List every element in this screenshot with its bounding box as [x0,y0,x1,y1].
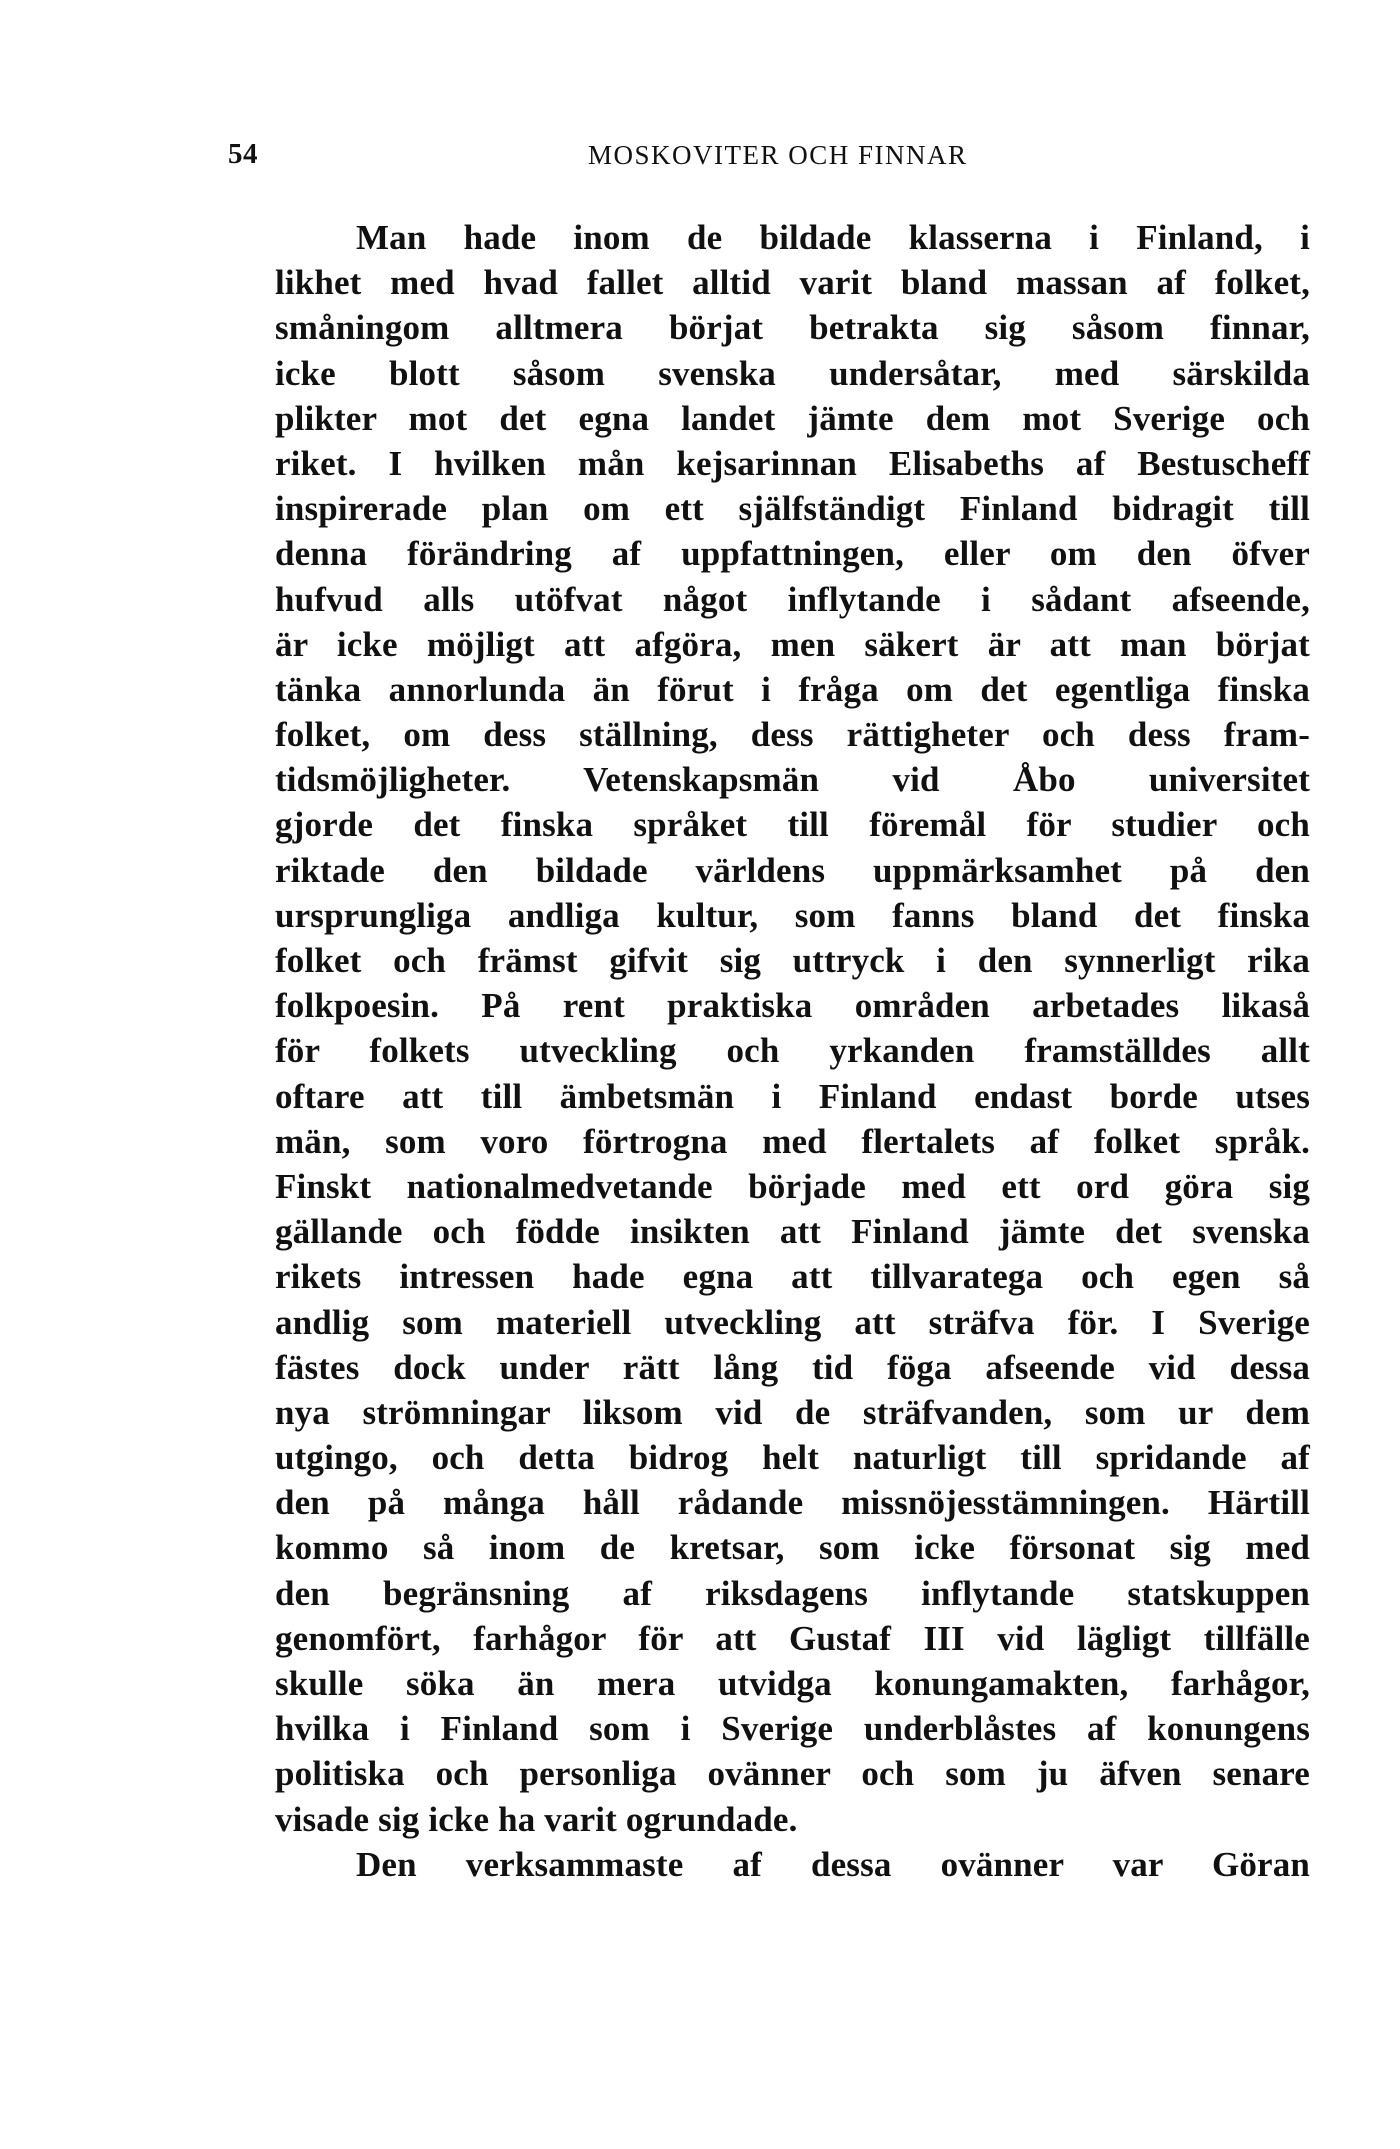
text-line: riktade den bildade världens uppmärksamhet på den [275,850,1310,890]
text-line: riket. I hvilken mån kejsarinnan Elisabeths af Bestuscheff [275,443,1310,483]
text-line: för folkets utveckling och yrkanden framställdes allt [275,1031,1310,1071]
text-line: Finskt nationalmedvetande började med ett ord göra sig [275,1166,1310,1206]
text-line: den begränsning af riksdagens inflytande statskuppen [275,1573,1310,1613]
text-line: Man hade inom de bildade klasserna i Finland, i [356,218,1310,257]
text-line: genomfört, farhågor för att Gustaf III vid lägligt tillfälle [275,1618,1310,1658]
text-line: gällande och födde insikten att Finland jämte det svenska [275,1212,1310,1252]
text-line: fästes dock under rätt lång tid föga afseende vid dessa [275,1347,1310,1387]
text-line: utgingo, och detta bidrog helt naturligt till spridande af [275,1438,1310,1478]
text-line: oftare att till ämbetsmän i Finland endast borde utses [275,1076,1310,1116]
text-line: Den verksammaste af dessa ovänner var Göran [356,1844,1310,1884]
text-line: ursprungliga andliga kultur, som fanns bland det finska [275,895,1310,935]
text-line: kommo så inom de kretsar, som icke försonat sig med [275,1528,1310,1568]
text-line: nya strömningar liksom vid de sträfvanden, som ur dem [275,1392,1310,1432]
text-line: män, som voro förtrogna med flertalets af folket språk. [275,1121,1310,1161]
text-line: rikets intressen hade egna att tillvaratega och egen så [275,1257,1310,1297]
text-line: den på många håll rådande missnöjesstämningen. Härtill [275,1483,1310,1523]
body-text [275,215,1310,1887]
text-line: skulle söka än mera utvidga konungamakten, farhågor, [275,1664,1310,1703]
text-line: andlig som materiell utveckling att sträfva för. I Sverige [275,1302,1310,1342]
text-line: gjorde det finska språket till föremål för studier och [275,805,1310,845]
text-line: tänka annorlunda än förut i fråga om det egentliga finska [275,669,1310,709]
text-line: hvilka i Finland som i Sverige underblåstes af konungens [275,1709,1310,1749]
text-line: icke blott såsom svenska undersåtar, med särskilda [275,353,1310,393]
text-line: folkpoesin. På rent praktiska områden arbetades likaså [275,986,1310,1026]
running-title: MOSKOVITER OCH FINNAR [588,140,968,170]
text-line: inspirerade plan om ett själfständigt Finland bidragit till [275,489,1310,529]
text-line: hufvud alls utöfvat något inflytande i sådant afseende, [275,579,1310,619]
running-head [228,138,1208,188]
text-line: småningom alltmera börjat betrakta sig såsom finnar, [275,308,1310,348]
text-line: plikter mot det egna landet jämte dem mot Sverige och [275,398,1310,438]
text-line: tidsmöjligheter. Vetenskapsmän vid Åbo universitet [275,760,1310,800]
text-line: är icke möjligt att afgöra, men säkert är att man börjat [275,624,1310,664]
text-line: likhet med hvad fallet alltid varit bland massan af folket, [275,263,1310,303]
text-line: denna förändring af uppfattningen, eller om den öfver [275,534,1310,574]
text-line: folket och främst gifvit sig uttryck i den synnerligt rika [275,941,1310,980]
text-line: politiska och personliga ovänner och som ju äfven senare [275,1754,1310,1794]
text-line: folket, om dess ställning, dess rättigheter och dess fram- [275,715,1310,755]
text-line: visade sig icke ha varit ogrundade. [275,1799,798,1839]
page-number: 54 [228,138,258,170]
